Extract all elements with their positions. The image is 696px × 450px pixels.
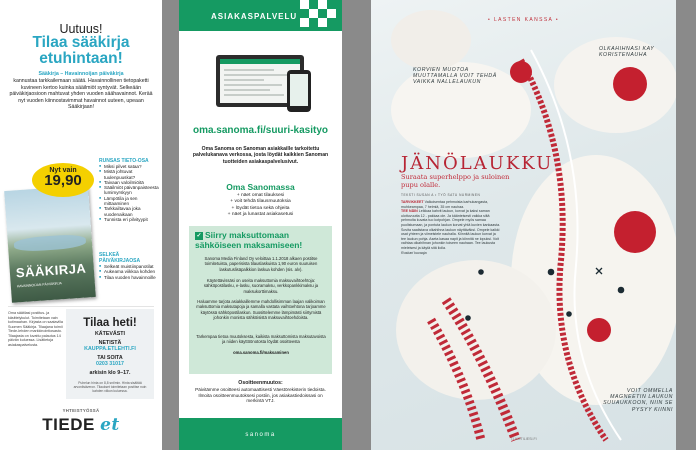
red-pompom [510, 61, 532, 83]
button-eye [566, 311, 572, 317]
feature-item: ■ Selkeät muistiinpanotilat [99, 264, 159, 269]
screen-line [224, 69, 274, 71]
sanoma-logo: sanoma [245, 432, 276, 438]
feature-item: ■ Tunnista eri pilvityypit [99, 217, 159, 222]
phone-illustration [287, 70, 311, 112]
ad-page-saakirja [0, 0, 162, 450]
article-title: JÄNÖLAUKKU [401, 153, 554, 174]
page-number: 71 KOTILIESI.FI [510, 437, 537, 441]
partner-label: YHTEISTYÖSSÄ [62, 408, 100, 413]
book-cover-title: SÄÄKIRJA [15, 260, 87, 281]
price-badge-price: 19,90 [44, 172, 82, 189]
pixel-square [309, 9, 318, 18]
e-payment-paragraph: Tarkempaa tietoa muutoksesta, kaikista maksuttomista maksutavoista ja niiden käyttöönotosta löydät osoitteesta [196, 334, 326, 345]
order-hours: arkisin klo 9–17. [89, 369, 131, 376]
oma-sanoma-heading: Oma Sanomassa [226, 182, 295, 192]
e-payment-heading: ✓ Siirry maksuttomaan sähköiseen maksamiseen! [195, 230, 303, 250]
order-line: TAI SOITA [97, 354, 123, 361]
section-label: ASIAKASPALVELU [211, 12, 298, 21]
book-cover-image [4, 185, 96, 303]
tiede-logo [0, 415, 162, 435]
e-payment-paragraph: Käytettävissäsi on useita maksuttomia maksuvaihtoehtoja: sähköpostilasku, e-lasku, suoramaksu, verkkopankkimaksu ja maksukorttimaksu. [203, 278, 319, 294]
list-item: + näet omat tilauksesi [236, 193, 285, 198]
screen-line [224, 79, 264, 81]
feature-list-paivakirja [99, 252, 159, 280]
price-badge-label: Nyt vain [49, 167, 77, 174]
tiede-logo-text: TIEDE [42, 415, 95, 434]
address-change-text: Päivitämme osoitteesi automaattisesti Väestörekisterin tiedoista. Ilmoita osoitteenmuutoksesi postiin, jos asiakastiedoissasi on merkintä VTJ. [195, 387, 326, 404]
screen-header-bar [220, 59, 300, 64]
e-payment-paragraph: Haluamme tarjota asiakkaillemme mahdollisimman laajan valikoiman maksuttomia maksutapoja ja samalla vastata vaihtoehtona tarjoamme käytössä sähköpostilaskun. Suosittelemme lämpimästi siirtymistä johonkin monista sähköisistä maksuvaihtoehdoista. [196, 299, 326, 320]
feature-item: ■ Tilaa vuoden havainnoille [99, 275, 159, 280]
order-url-link[interactable]: KAUPPA.ETLEHTI.FI [84, 346, 136, 352]
e-payment-link[interactable]: oma.sanoma.fi/maksaminen [233, 350, 289, 355]
button-eye [618, 287, 625, 294]
feature-item: ■ Mistä johtuvat tuulenpuuskat? [99, 169, 159, 180]
article-deck: Suraata superhelppo ja suloinen pupu olalle. [401, 173, 510, 189]
screen-line [224, 84, 282, 86]
feature-list-title: SELKEÄ PÄIVÄKIRJAOSA [99, 252, 141, 264]
feature-item: ■ Tarkkailtavaa joka vuodenaikaan [99, 206, 159, 217]
screen-line [224, 94, 284, 96]
list-item: + voit tehdä tilausmuutoksia [230, 199, 291, 205]
book-cover-subtitle: HAVAINNOIJAN PÄIVÄKIRJA [16, 281, 63, 289]
pixel-square [300, 18, 309, 27]
et-logo-mark: et [100, 415, 120, 435]
order-terms-text: Oma säätilasi postitus- ja käsittelykulut. Toimitetaan vain kotimaahan. Kirjasta on saatavilla Suomen Sääkirja. Tilaajana toimii Tiede-lehden markkinointiosasto. Tilaajasta on luvattu palautus 14 päivän kuluessa. Lisätietoja asiakaspalvelusta. [8, 311, 63, 347]
address-change-heading: Osoitteenmuutos: [238, 380, 283, 386]
order-box [66, 309, 154, 399]
list-item: + näet ja lunastat asiakasetusi [227, 211, 294, 217]
e-payment-paragraph: Sanoma Media Finland Oy veloittaa 1.1.2018 alkaen postitse toimitetuista, paperisista tilauslaskuista 1,90 euron suuruisen laskutuslisäpalkkion laskua kohden (sis. alv). [204, 256, 318, 272]
bag-body [396, 260, 556, 400]
order-title: Tilaa heti! [83, 317, 137, 329]
photo-caption: OLKAHIHNASI KAY KORISTENAUHA [599, 46, 655, 59]
phone-screen [290, 74, 308, 106]
price-badge [32, 163, 94, 197]
button-eye [465, 315, 471, 321]
list-item: + löydät tietoa sekä ohjeita [231, 205, 290, 211]
book-cover-lake [14, 234, 87, 253]
article-page-janolaukku [371, 0, 676, 450]
article-body: TARVIKKEET Valkoisentaa pehmoista karhukangasta, muhkeampaa, 7 helmiä, 35 cm nauhaa. TEE NÄIN Leikkaa kahvit laukun, korvat ja kaksi saman ulottuvuutta 12 - pakkaa ole. Ja käänteisesti vaikka siltä pehmolta kuvata tuo kotpohjan. Ompele myös samaa puolistumaan, ja pontuta laukun korvat yhtä kuvien kankaasta. Sovita saalistava olkahihna laukun näyttäväksi. Ompele kaikki osat yhteen ja viimeistele nauhalla. Kiinnitä laukun korvat ja tee laukun pohja. Aseta kasaa napit ja kiinnitä ne lopuksi. Voit vaihtaa olkahihnan johonkin toiseen nauhaan. Tee laukusta mieleisesi ja käytä sitä ilolla. Ruskari kuvaaja [401, 200, 501, 255]
section-tag: • LASTEN KANSSA • [488, 17, 559, 23]
red-pompom [613, 67, 647, 101]
pixel-square [318, 18, 327, 27]
red-pompom [614, 211, 656, 253]
pixel-square [318, 0, 327, 9]
check-icon: ✓ [196, 233, 202, 239]
ad-headline: Tilaa sääkirja etuhintaan! [32, 34, 130, 67]
e-payment-box [189, 226, 332, 374]
button-eye [548, 269, 555, 276]
button-eye [478, 269, 484, 275]
red-pompom [587, 318, 611, 342]
photo-caption: VOIT OMMELLA MAGNEETIN LAUKUN SUUAUKKOON, NIIN SE PYSYY KIINNI [603, 388, 673, 413]
feature-item: ■ Miksi pilvet sataa? [99, 164, 159, 169]
order-line: KÄTEVÄSTI [94, 331, 126, 337]
oma-sanoma-list [179, 193, 342, 218]
screen-line [224, 89, 270, 91]
service-url-link[interactable]: oma.sanoma.fi/suuri-kasityo [192, 125, 329, 136]
ad-intro-text: kannustaa tarkkailemaan säätä. Havainnollinen tietopaketti kuvineen kertoo kuinka sääilmiöt syntyvät. Selkeään päiväkirjaosioon mahtuvat yhden vuoden säähavainnot. Kerää nyt vuoden kiinnostavimmat havainnot uuteen, upeaan Sääkirjaan! [9, 78, 153, 111]
order-line: NETISTÄ [98, 339, 122, 346]
ad-kicker: Uutuus! [59, 22, 103, 36]
feature-item: ■ Taivaan valoilmiöitä [99, 180, 159, 185]
photo-caption: KORVIEN MUOTOA MUUTTAMALLA VOIT TEHDÄ VAIKKA NALLELAUKUN [413, 67, 497, 86]
screen-line [224, 74, 288, 76]
article-byline: TEKSTI SUSAN A • TYÖ SATU NURMINEN [401, 193, 481, 197]
ad-subhead: Sääkirja – Havainnoijan päiväkirja [38, 71, 124, 77]
feature-list-tieto [99, 158, 159, 222]
pixel-square [300, 0, 309, 9]
order-fine-print: Puhelun hinta on 8,8 snt/min. Hinta sisältää arvonlisäveron. Tilaukset toimitetaan postitse noin kahden viikon kuluessa. [73, 381, 147, 393]
order-phone[interactable]: 0203 31017 [96, 361, 124, 367]
feature-item: ■ Sääilmiöt päivänpaisteesta lumimyrskyyn [99, 185, 159, 196]
intro-paragraph: Oma Sanoma on Sanoman asiakkaille tarkoitettu palvelukanava verkossa, josta löydät kaikkien Sanoman tuotteiden asiakaspalvelusivut. [192, 146, 329, 165]
divider [8, 306, 154, 307]
customer-service-page [179, 0, 342, 450]
feature-item: ■ Lämpötila ja sen mittaaminen [99, 196, 159, 207]
feature-item: ■ Aukeama viikkoa kohden [99, 269, 159, 274]
feature-list-title: RUNSAS TIETO-OSA [99, 158, 149, 164]
pixel-square [327, 9, 336, 18]
